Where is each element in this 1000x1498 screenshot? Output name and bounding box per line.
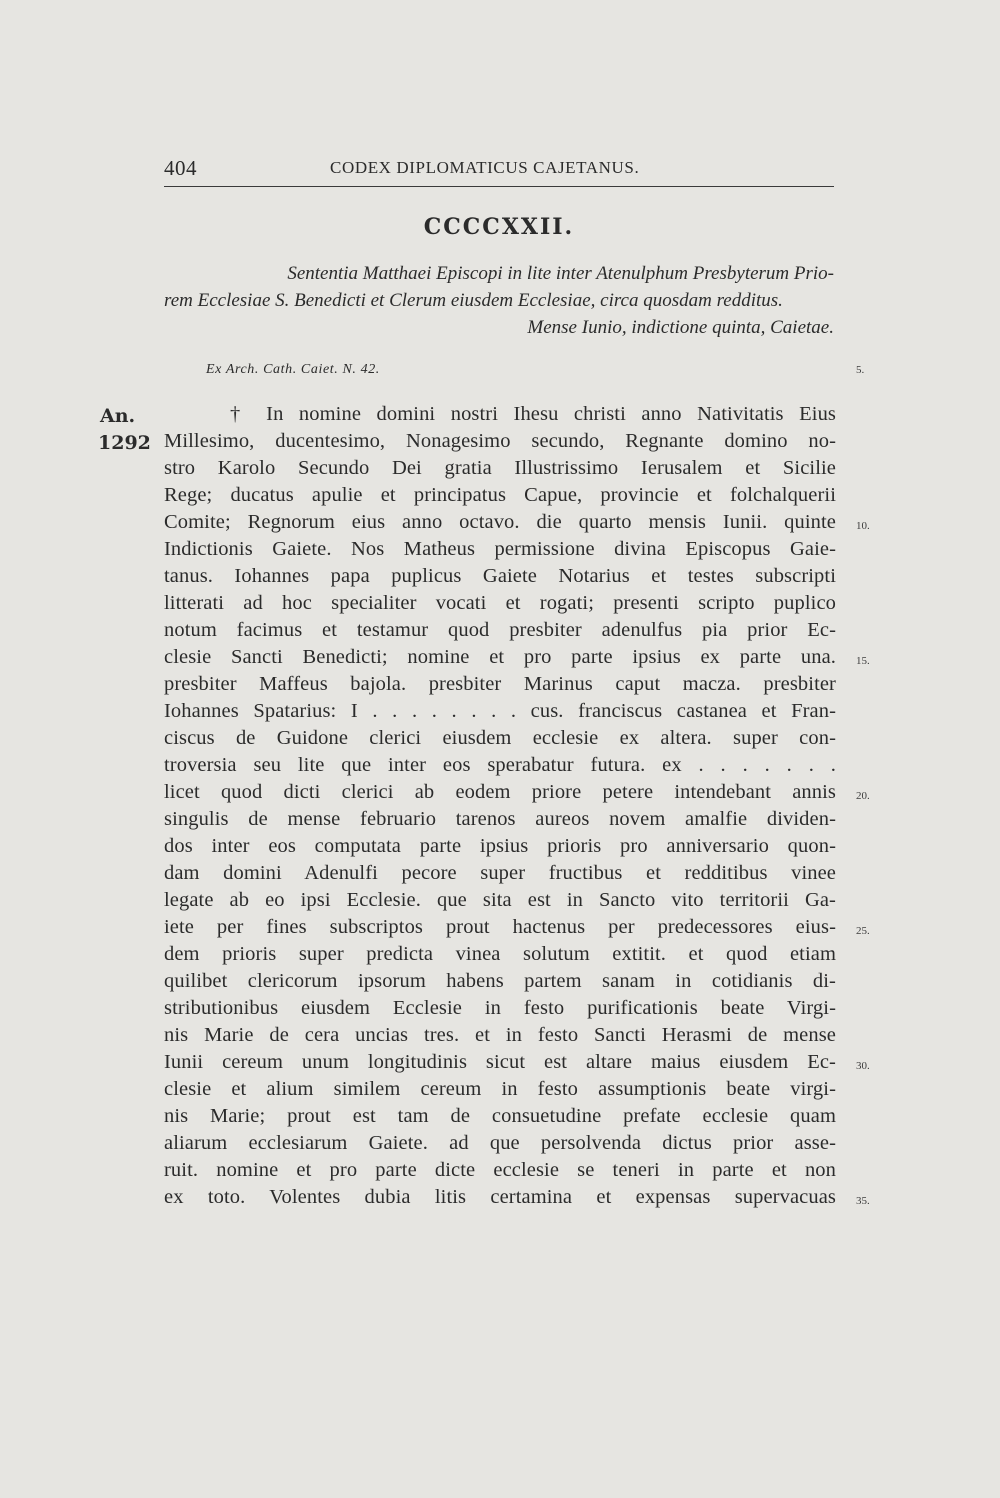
body-line: Millesimo, ducentesimo, Nonagesimo secundo, Regnante domino no- bbox=[164, 430, 836, 452]
regest-line: rem Ecclesiae S. Benedicti et Clerum eiusdem Ecclesiae, circa quosdam redditus. bbox=[164, 290, 783, 311]
body-line: † In nomine domini nostri Ihesu christi anno Nativitatis Eius bbox=[230, 403, 836, 425]
page-header bbox=[164, 154, 834, 184]
body-line: stro Karolo Secundo Dei gratia Illustrissimo Ierusalem et Sicilie bbox=[164, 457, 836, 479]
body-line: nis Marie; prout est tam de consuetudine prefate ecclesie quam bbox=[164, 1105, 836, 1127]
line-number: 5. bbox=[856, 364, 865, 376]
margin-year: 1292 bbox=[98, 432, 151, 454]
margin-anno-label: An. bbox=[100, 405, 136, 427]
body-line: clesie Sancti Benedicti; nomine et pro parte ipsius ex parte una. bbox=[164, 646, 836, 668]
body-line: notum facimus et testamur quod presbiter adenulfus pia prior Ec- bbox=[164, 619, 836, 641]
body-line: quilibet clericorum ipsorum habens partem sanam in cotidianis di- bbox=[164, 970, 836, 992]
line-number: 35. bbox=[856, 1195, 870, 1207]
body-line: licet quod dicti clerici ab eodem priore petere intendebant annis bbox=[164, 781, 836, 803]
body-line: dem prioris super predicta vinea solutum extitit. et quod etiam bbox=[164, 943, 836, 965]
body-line: Iunii cereum unum longitudinis sicut est altare maius eiusdem Ec- bbox=[164, 1051, 836, 1073]
running-title: CODEX DIPLOMATICUS CAJETANUS. bbox=[330, 158, 640, 177]
document-number: CCCCXXII. bbox=[423, 214, 575, 240]
body-line: Comite; Regnorum eius anno octavo. die quarto mensis Iunii. quinte bbox=[164, 511, 836, 533]
regest-line: Sententia Matthaei Episcopi in lite inter Atenulphum Presbyterum Prio- bbox=[287, 263, 834, 284]
body-line: Rege; ducatus apulie et principatus Capue, provincie et folchalquerii bbox=[164, 484, 836, 506]
source-reference: Ex Arch. Cath. Caiet. N. 42. bbox=[206, 362, 380, 377]
body-line: ex toto. Volentes dubia litis certamina et expensas supervacuas bbox=[164, 1186, 836, 1208]
body-line: presbiter Maffeus bajola. presbiter Marinus caput macza. presbiter bbox=[164, 673, 836, 695]
body-line: legate ab eo ipsi Ecclesie. que sita est in Sancto vito territorii Ga- bbox=[164, 889, 836, 911]
body-line: singulis de mense februario tarenos aureos novem amalfie dividen- bbox=[164, 808, 836, 830]
body-line: aliarum ecclesiarum Gaiete. ad que persolvenda dictus prior asse- bbox=[164, 1132, 836, 1154]
body-line: ruit. nomine et pro parte dicte ecclesie se teneri in parte et non bbox=[164, 1159, 836, 1181]
body-line: tanus. Iohannes papa puplicus Gaiete Notarius et testes subscripti bbox=[164, 565, 836, 587]
body-line: litterati ad hoc specialiter vocati et rogati; presenti scripto puplico bbox=[164, 592, 836, 614]
line-number: 30. bbox=[856, 1060, 870, 1072]
body-line: stributionibus eiusdem Ecclesie in festo purificationis beate Virgi- bbox=[164, 997, 836, 1019]
header-rule bbox=[164, 186, 834, 187]
body-line: dam domini Adenulfi pecore super fructibus et redditibus vinee bbox=[164, 862, 836, 884]
page-number: 404 bbox=[164, 156, 197, 180]
body-line: Indictionis Gaiete. Nos Matheus permissione divina Episcopus Gaie- bbox=[164, 538, 836, 560]
body-line: troversia seu lite que inter eos sperabatur futura. ex . . . . . . . bbox=[164, 754, 836, 776]
line-number: 20. bbox=[856, 790, 870, 802]
line-number: 25. bbox=[856, 925, 870, 937]
body-line: clesie et alium similem cereum in festo assumptionis beate virgi- bbox=[164, 1078, 836, 1100]
body-line: iete per fines subscriptos prout hactenus per predecessores eius- bbox=[164, 916, 836, 938]
line-number: 10. bbox=[856, 520, 870, 532]
body-line: nis Marie de cera uncias tres. et in festo Sancti Herasmi de mense bbox=[164, 1024, 836, 1046]
body-line: dos inter eos computata parte ipsius prioris pro anniversario quon- bbox=[164, 835, 836, 857]
regest-line: Mense Iunio, indictione quinta, Caietae. bbox=[527, 317, 834, 338]
body-line: ciscus de Guidone clerici eiusdem ecclesie ex altera. super con- bbox=[164, 727, 836, 749]
line-number: 15. bbox=[856, 655, 870, 667]
body-line: Iohannes Spatarius: I . . . . . . . . cus. franciscus castanea et Fran- bbox=[164, 700, 836, 722]
